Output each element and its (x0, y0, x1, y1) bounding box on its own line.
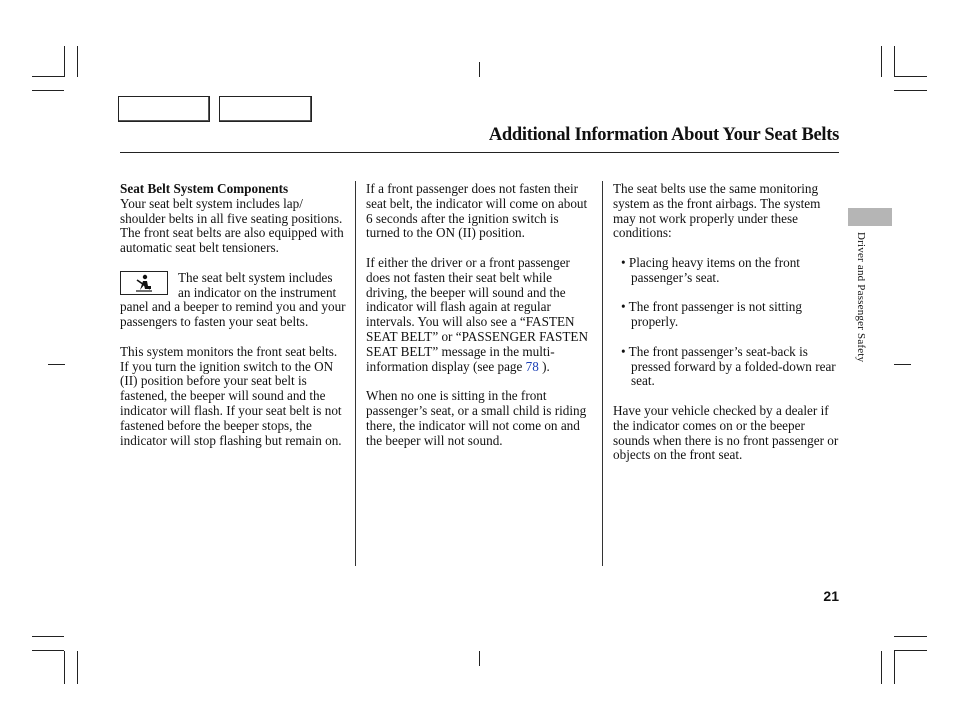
crop-mark (77, 46, 78, 77)
paragraph: The seat belts use the same monitoring system as the front airbags. The system may not work properly under these conditions: (613, 181, 821, 241)
crop-mark (77, 651, 78, 684)
column-divider (602, 181, 603, 566)
indicator-paragraph (120, 271, 346, 330)
registration-tick (48, 364, 65, 365)
title-rule (120, 152, 839, 153)
paragraph-text: If either the driver or a front passenger does not fasten their seat belt while driving, the beeper will sound and the indicator will flash again at regular intervals. You will also see a “FASTEN SEAT BELT” or “PASSENGER FASTEN SEAT BELT” message in the multi-information display (see page (366, 254, 589, 374)
crop-mark (894, 650, 927, 651)
crop-mark (64, 46, 65, 77)
crop-mark (32, 650, 64, 651)
paragraph-text: ). (538, 358, 550, 374)
page-title: Additional Information About Your Seat Belts (488, 125, 839, 145)
section-tab[interactable] (848, 208, 892, 226)
crop-mark (64, 651, 65, 684)
crop-mark (881, 651, 882, 684)
page-reference-link[interactable]: 78 (525, 358, 539, 374)
section-label: Driver and Passenger Safety (855, 232, 867, 363)
seat-belt-reminder-icon (120, 271, 168, 295)
paragraph: Have your vehicle checked by a dealer if the indicator comes on or the beeper sounds when there is no front passenger or objects on the front seat. (613, 402, 839, 463)
registration-tick (894, 364, 911, 365)
column-3 (613, 182, 839, 478)
registration-tick (479, 651, 480, 666)
list-item: • The front passenger’s seat-back is pressed forward by a folded-down rear seat. (621, 343, 836, 389)
paragraph: If a front passenger does not fasten their seat belt, the indicator will come on about 6 seconds after the ignition switch is turned to the ON (II) position. (366, 181, 588, 241)
crop-mark (894, 636, 927, 637)
list-item: • The front passenger is not sitting properly. (621, 299, 802, 330)
crop-mark (32, 76, 64, 77)
section-heading: Seat Belt System Components (120, 181, 289, 196)
crop-mark (32, 90, 64, 91)
crop-mark (894, 76, 927, 77)
crop-mark (894, 90, 927, 91)
paragraph: The seat belt system includes an indicator on the instrument panel and a beeper to remind you and your passengers to fasten your seat belts. (120, 269, 346, 330)
column-1 (120, 182, 346, 463)
paragraph: When no one is sitting in the front passenger’s seat, or a small child is riding there, the indicator will not come on and the beeper will not sound. (366, 388, 587, 448)
column-divider (355, 181, 356, 566)
crop-mark (894, 651, 895, 684)
paragraph (366, 256, 594, 374)
registration-tick (479, 62, 480, 77)
crop-mark (881, 46, 882, 77)
crop-mark (32, 636, 64, 637)
paragraph: This system monitors the front seat belts. If you turn the ignition switch to the ON (II) position before your seat belt is fastened, the beeper will sound and the indicator will flash. If your seat belt is not fastened before the beeper stops, the indicator will stop flashing but remain on. (120, 343, 342, 448)
paragraph: Your seat belt system includes lap/ shoulder belts in all five seating positions. The front seat belts are also equipped with automatic seat belt tensioners. (120, 195, 344, 256)
list-item: • Placing heavy items on the front passenger’s seat. (621, 254, 800, 285)
nav-box-next[interactable] (219, 96, 312, 122)
crop-mark (894, 46, 895, 77)
column-2 (366, 182, 594, 463)
nav-box-prev[interactable] (118, 96, 210, 122)
page-number: 21 (823, 588, 839, 604)
